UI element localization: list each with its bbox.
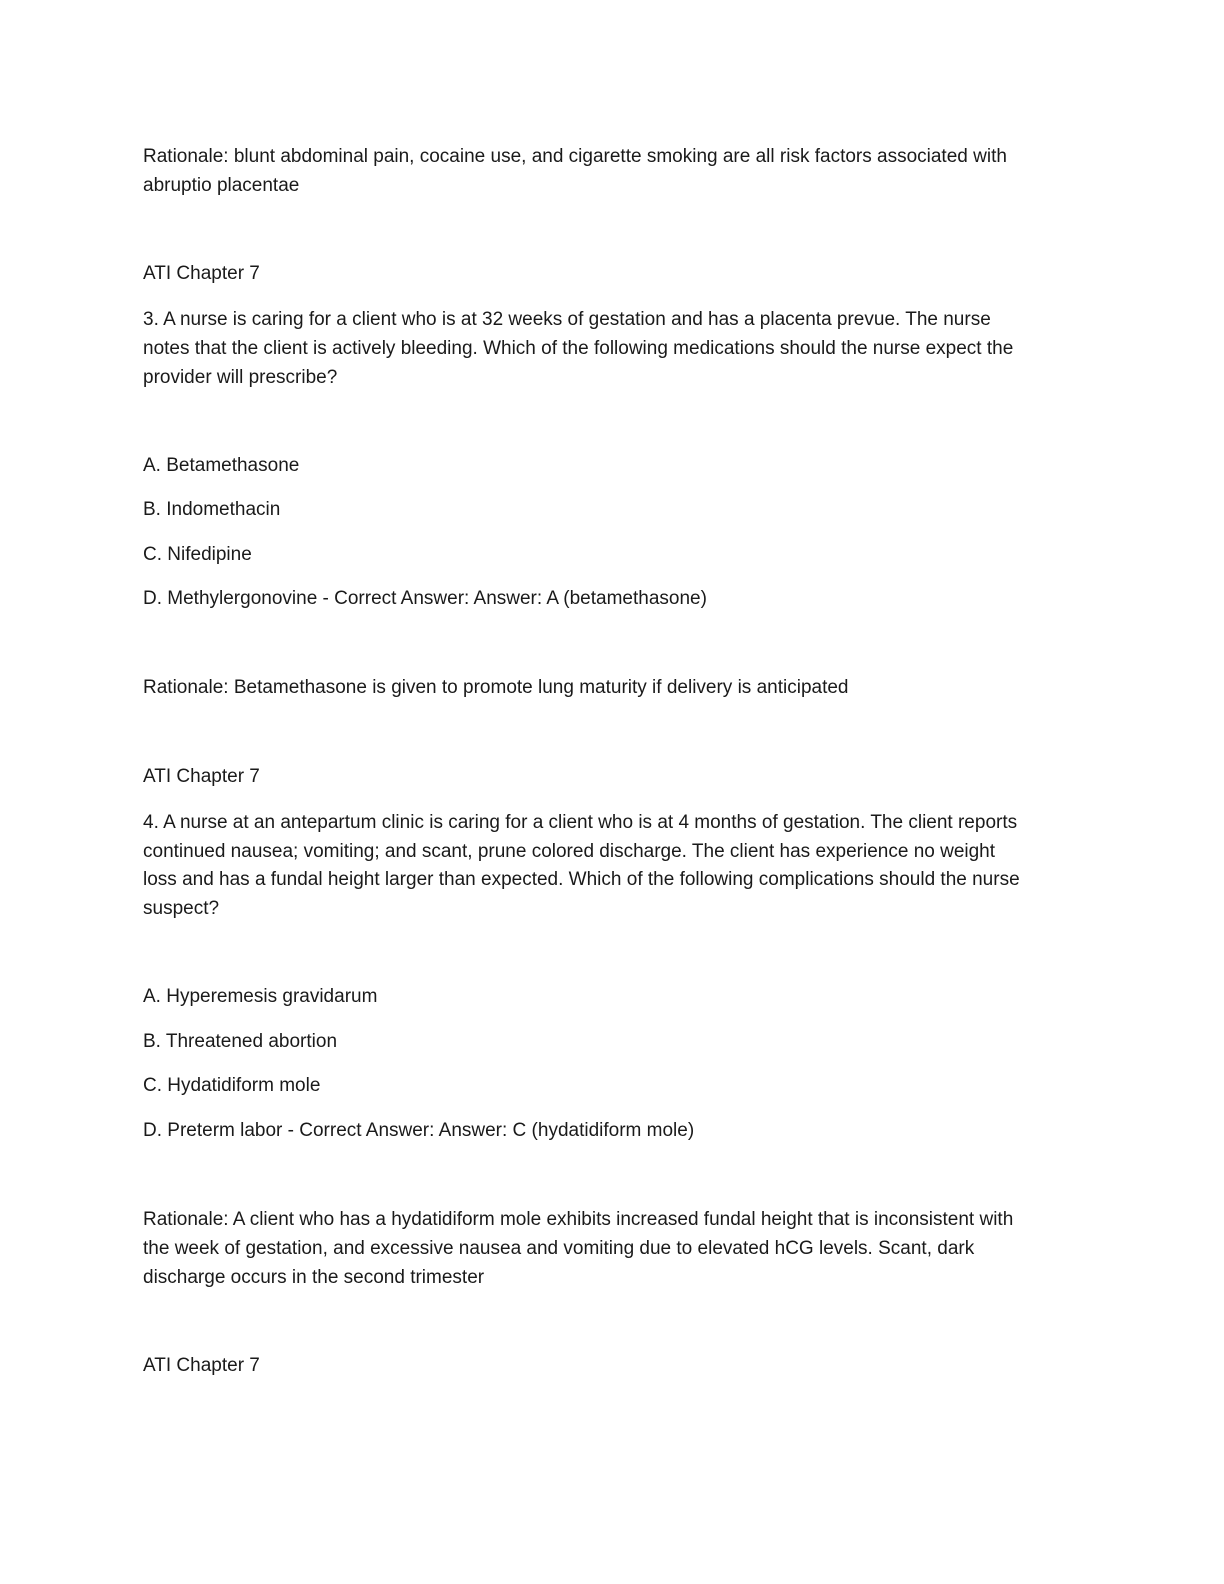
question-text: 4. A nurse at an antepartum clinic is caring for a client who is at 4 months of gestation. The client reports: [143, 812, 1018, 833]
question-text: notes that the client is actively bleeding. Which of the following medications should the nurse expect the: [143, 338, 1014, 359]
rationale-text: Rationale: blunt abdominal pain, cocaine use, and cigarette smoking are all risk factors associated with: [143, 146, 1007, 167]
rationale-text: abruptio placentae: [143, 175, 300, 196]
answer-option: B. Indomethacin: [143, 499, 281, 520]
chapter-heading: ATI Chapter 7: [143, 766, 260, 787]
answer-option: C. Nifedipine: [143, 544, 252, 565]
question-text: loss and has a fundal height larger than expected. Which of the following complications should the nurse: [143, 869, 1020, 890]
question-text: 3. A nurse is caring for a client who is at 32 weeks of gestation and has a placenta prevue. The nurse: [143, 309, 991, 330]
question-text: provider will prescribe?: [143, 367, 338, 388]
answer-option: A. Betamethasone: [143, 455, 300, 476]
rationale-text: the week of gestation, and excessive nausea and vomiting due to elevated hCG levels. Scant, dark: [143, 1238, 975, 1259]
rationale-text: discharge occurs in the second trimester: [143, 1267, 485, 1288]
rationale-text: Rationale: Betamethasone is given to promote lung maturity if delivery is anticipated: [143, 677, 849, 698]
chapter-heading: ATI Chapter 7: [143, 1355, 260, 1376]
rationale-text: Rationale: A client who has a hydatidiform mole exhibits increased fundal height that is inconsistent with: [143, 1209, 1014, 1230]
answer-option: D. Preterm labor - Correct Answer: Answer: C (hydatidiform mole): [143, 1120, 695, 1141]
question-text: suspect?: [143, 898, 220, 919]
answer-option: C. Hydatidiform mole: [143, 1075, 321, 1096]
chapter-heading: ATI Chapter 7: [143, 263, 260, 284]
answer-option: D. Methylergonovine - Correct Answer: Answer: A (betamethasone): [143, 588, 707, 609]
answer-option: A. Hyperemesis gravidarum: [143, 986, 378, 1007]
question-text: continued nausea; vomiting; and scant, prune colored discharge. The client has experience no weight: [143, 841, 996, 862]
answer-option: B. Threatened abortion: [143, 1031, 338, 1052]
